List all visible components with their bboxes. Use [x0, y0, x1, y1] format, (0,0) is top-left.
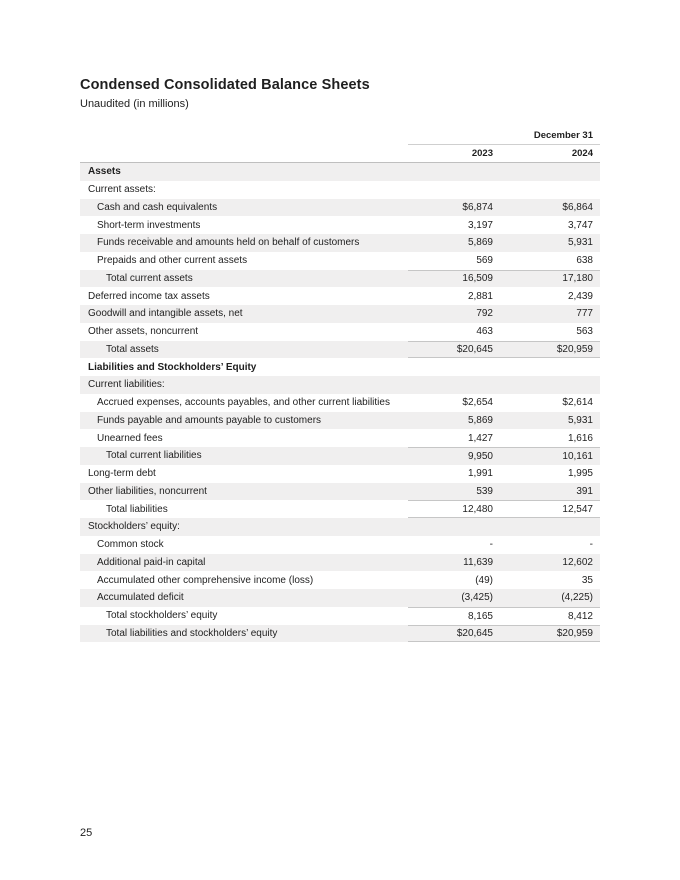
table-row — [80, 252, 600, 270]
row-value-2023: $20,645 — [456, 627, 493, 639]
row-value-2024: 10,161 — [562, 450, 593, 462]
row-value-2023: 5,869 — [467, 237, 493, 249]
row-label: Long-term debt — [88, 468, 156, 480]
page-title: Condensed Consolidated Balance Sheets — [80, 77, 370, 93]
row-value-2023: 12,480 — [462, 503, 493, 515]
row-value-2024: 12,602 — [562, 556, 593, 568]
row-value-2023: 2,881 — [467, 290, 493, 302]
row-value-2024: 563 — [576, 326, 593, 338]
row-label: Total stockholders’ equity — [106, 610, 218, 622]
row-value-2024: $20,959 — [556, 343, 593, 355]
row-label: Funds payable and amounts payable to customers — [97, 414, 322, 426]
row-values — [408, 500, 600, 518]
table-period-header-row — [80, 129, 600, 145]
row-value-2024: 1,995 — [567, 468, 593, 480]
row-value-2024: 2,439 — [567, 290, 593, 302]
balance-sheet-table — [80, 129, 600, 642]
row-values — [408, 465, 600, 483]
table-row — [80, 465, 600, 483]
row-values — [408, 447, 600, 465]
row-values — [408, 429, 600, 447]
table-row — [80, 447, 600, 465]
row-label: Current liabilities: — [88, 379, 165, 391]
row-value-2023: 9,950 — [467, 450, 493, 462]
row-value-2023: 8,165 — [467, 610, 493, 622]
row-value-2024: 391 — [576, 485, 593, 497]
row-value-2023: 1,991 — [467, 468, 493, 480]
table-row — [80, 216, 600, 234]
table-row — [80, 358, 600, 376]
table-row — [80, 518, 600, 536]
row-values — [408, 571, 600, 589]
row-values — [408, 341, 600, 359]
row-value-2023: $6,874 — [462, 201, 493, 213]
row-values — [408, 252, 600, 270]
table-row — [80, 607, 600, 625]
period-header-cell — [408, 130, 600, 145]
table-year-header-row — [80, 145, 600, 162]
row-values — [408, 518, 600, 536]
row-values — [408, 216, 600, 234]
row-label: Total current assets — [106, 272, 193, 284]
row-values — [408, 376, 600, 394]
row-label: Other liabilities, noncurrent — [88, 485, 207, 497]
table-row — [80, 500, 600, 518]
row-label: Cash and cash equivalents — [97, 201, 218, 213]
row-label: Stockholders’ equity: — [88, 521, 180, 533]
table-body — [80, 162, 600, 642]
row-label: Accrued expenses, accounts payables, and other current liabilities — [97, 397, 390, 409]
row-value-2024: 5,931 — [567, 237, 593, 249]
row-value-2023: (3,425) — [461, 592, 493, 604]
row-value-2024: - — [589, 539, 593, 551]
row-value-2024: $20,959 — [556, 627, 593, 639]
row-label: Prepaids and other current assets — [97, 255, 248, 267]
row-values — [408, 625, 600, 643]
row-values — [408, 305, 600, 323]
row-value-2024: 8,412 — [567, 610, 593, 622]
table-row — [80, 305, 600, 323]
row-value-2023: 11,639 — [463, 556, 493, 568]
row-values — [408, 589, 600, 607]
row-value-2024: $2,614 — [562, 397, 593, 409]
column-header-2024: 2024 — [571, 148, 593, 159]
row-label: Current assets: — [88, 184, 156, 196]
table-row — [80, 536, 600, 554]
row-values — [408, 181, 600, 199]
row-values — [408, 270, 600, 288]
row-value-2023: (49) — [475, 574, 493, 586]
row-value-2023: 5,869 — [467, 414, 493, 426]
row-value-2024: 17,180 — [562, 273, 593, 285]
table-row — [80, 483, 600, 501]
row-value-2024: 12,547 — [562, 503, 593, 515]
row-values — [408, 163, 600, 181]
table-row — [80, 341, 600, 359]
row-label: Accumulated deficit — [97, 592, 184, 604]
row-value-2023: $20,645 — [456, 343, 493, 355]
table-row — [80, 234, 600, 252]
row-label: Total assets — [106, 343, 159, 355]
row-label: Total liabilities and stockholders’ equity — [106, 627, 278, 639]
row-value-2023: 539 — [476, 485, 493, 497]
table-row — [80, 394, 600, 412]
table-row — [80, 287, 600, 305]
column-header-2023: 2023 — [471, 148, 493, 159]
table-row — [80, 625, 600, 643]
row-value-2024: (4,225) — [561, 592, 593, 604]
row-label: Goodwill and intangible assets, net — [88, 308, 243, 320]
row-value-2023: 463 — [476, 326, 493, 338]
row-label: Total liabilities — [106, 503, 168, 515]
row-label: Common stock — [97, 539, 164, 551]
row-value-2023: 792 — [476, 308, 493, 320]
row-value-2023: - — [489, 539, 493, 551]
table-row — [80, 589, 600, 607]
row-label: Assets — [88, 166, 121, 178]
row-value-2024: 777 — [576, 308, 593, 320]
row-label: Accumulated other comprehensive income (loss) — [97, 574, 314, 586]
row-values — [408, 323, 600, 341]
table-row — [80, 412, 600, 430]
row-values — [408, 287, 600, 305]
row-values — [408, 554, 600, 572]
table-row — [80, 270, 600, 288]
row-values — [408, 394, 600, 412]
row-label: Unearned fees — [97, 432, 163, 444]
row-value-2024: 3,747 — [567, 219, 593, 231]
page-subtitle: Unaudited (in millions) — [80, 98, 189, 110]
row-value-2024: 1,616 — [567, 432, 593, 444]
period-header-label: December 31 — [533, 130, 593, 141]
row-value-2023: $2,654 — [462, 397, 493, 409]
year-header-cells — [408, 148, 600, 159]
row-value-2024: 638 — [576, 255, 593, 267]
table-row — [80, 554, 600, 572]
row-label: Short-term investments — [97, 219, 201, 231]
row-value-2023: 3,197 — [467, 219, 493, 231]
row-values — [408, 199, 600, 217]
table-row — [80, 571, 600, 589]
row-label: Funds receivable and amounts held on behalf of customers — [97, 237, 360, 249]
row-value-2024: $6,864 — [562, 201, 593, 213]
row-label: Additional paid-in capital — [97, 556, 206, 568]
table-row — [80, 199, 600, 217]
row-label: Total current liabilities — [106, 450, 202, 462]
row-values — [408, 607, 600, 625]
row-value-2024: 5,931 — [567, 414, 593, 426]
row-values — [408, 358, 600, 376]
table-row — [80, 323, 600, 341]
row-values — [408, 483, 600, 501]
table-row — [80, 376, 600, 394]
row-value-2024: 35 — [581, 574, 593, 586]
row-value-2023: 1,427 — [467, 432, 493, 444]
row-value-2023: 16,509 — [462, 273, 493, 285]
row-values — [408, 412, 600, 430]
row-label: Deferred income tax assets — [88, 290, 210, 302]
row-label: Liabilities and Stockholders’ Equity — [88, 361, 257, 373]
row-value-2023: 569 — [476, 255, 493, 267]
page-number: 25 — [80, 827, 93, 839]
row-label: Other assets, noncurrent — [88, 326, 199, 338]
table-row — [80, 429, 600, 447]
row-values — [408, 536, 600, 554]
table-row — [80, 163, 600, 181]
table-row — [80, 181, 600, 199]
row-values — [408, 234, 600, 252]
